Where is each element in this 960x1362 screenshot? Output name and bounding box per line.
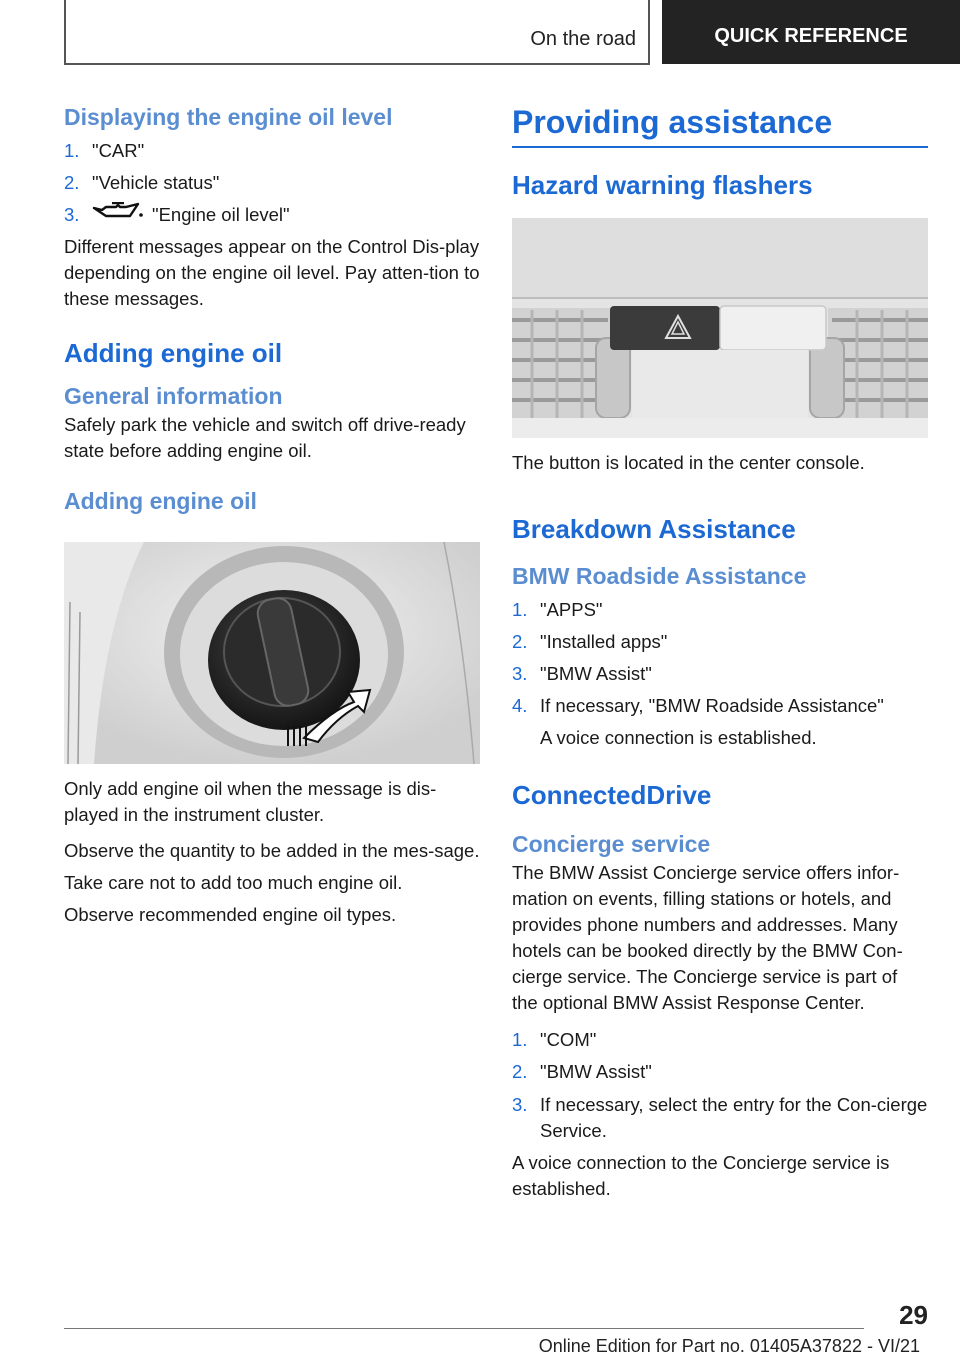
step-number: 2. <box>512 1061 528 1082</box>
list-item <box>64 167 480 199</box>
step-text: "Engine oil level" <box>152 204 290 225</box>
list-item <box>512 1088 928 1144</box>
step-number: 2. <box>64 172 80 193</box>
hazard-caption: The button is located in the center console. <box>512 452 865 473</box>
list-item <box>512 1024 928 1056</box>
hazard-heading: Hazard warning flashers <box>512 170 813 200</box>
left-column <box>64 104 480 515</box>
oil-level-heading: Displaying the engine oil level <box>64 104 393 130</box>
step-text: "APPS" <box>540 599 603 620</box>
oil-level-body: Different messages appear on the Control Dis-play depending on the engine oil level. Pay atten-tion to these messages. <box>64 236 480 310</box>
page-number: 29 <box>899 1300 928 1330</box>
list-item <box>64 199 480 232</box>
step-text: "COM" <box>540 1029 597 1050</box>
list-item <box>512 1056 928 1088</box>
step-text: "CAR" <box>92 140 145 161</box>
roadside-heading: BMW Roadside Assistance <box>512 563 807 589</box>
oil-para-1: Only add engine oil when the message is dis-played in the instrument cluster. <box>64 778 437 825</box>
general-info-heading: General information <box>64 383 283 410</box>
step-text: "Installed apps" <box>540 631 668 652</box>
list-item <box>64 135 480 167</box>
general-info-body: Safely park the vehicle and switch off drive-ready state before adding engine oil. <box>64 414 466 462</box>
connecteddrive-heading: ConnectedDrive <box>512 780 712 810</box>
roadside-steps <box>512 594 928 750</box>
adding-oil-subheading: Adding engine oil <box>64 488 257 515</box>
step-number: 3. <box>512 663 528 684</box>
footer-rule <box>64 1328 864 1329</box>
oil-can-icon <box>92 200 144 232</box>
oil-para-4: Observe recommended engine oil types. <box>64 904 397 925</box>
step-text: "BMW Assist" <box>540 663 652 684</box>
hazard-section <box>512 170 928 201</box>
title-rule <box>512 146 928 148</box>
left-column-lower <box>64 776 480 928</box>
concierge-closing: A voice connection to the Concierge service is established. <box>512 1152 890 1199</box>
step-number: 2. <box>512 631 528 652</box>
step-text: "BMW Assist" <box>540 1061 652 1082</box>
header-chapter-tab <box>662 0 960 64</box>
hazard-button-image <box>512 218 928 438</box>
header-rule-left <box>64 0 66 64</box>
step-number: 3. <box>64 204 80 225</box>
oil-para-3: Take care not to add too much engine oil. <box>64 872 403 893</box>
step-number: 1. <box>512 1029 528 1050</box>
step-number: 3. <box>512 1094 528 1115</box>
step-subtext: A voice connection is established. <box>540 727 817 748</box>
footer-edition: Online Edition for Part no. 01405A37822 - VI/21 <box>538 1336 920 1356</box>
concierge-steps <box>512 1024 928 1144</box>
step-text: "Vehicle status" <box>92 172 220 193</box>
header-chapter-label: QUICK REFERENCE <box>714 24 908 47</box>
list-item <box>512 594 928 626</box>
assistance-title: Providing assistance <box>512 104 833 140</box>
right-column <box>512 104 928 141</box>
right-column-lower <box>512 450 928 1202</box>
header-rule-bottom <box>64 63 650 65</box>
header-rule-divider <box>648 0 650 64</box>
adding-oil-heading: Adding engine oil <box>64 338 283 369</box>
list-item <box>512 658 928 690</box>
step-text: If necessary, "BMW Roadside Assistance" <box>540 695 884 716</box>
list-item <box>512 626 928 658</box>
oil-para-2: Observe the quantity to be added in the mes-sage. <box>64 840 480 861</box>
step-number: 4. <box>512 695 528 716</box>
list-item <box>512 690 928 750</box>
step-text: If necessary, select the entry for the Con-cierge Service. <box>540 1094 928 1141</box>
concierge-body: The BMW Assist Concierge service offers infor-mation on events, filling stations or hotels, and provides phone numbers and addresses. Many hotels can be booked directly by the BMW Con-cierge service. The Concierge service is part of the optional BMW Assist Response Center. <box>512 862 903 1013</box>
oil-filler-cap-image <box>64 542 480 764</box>
concierge-heading: Concierge service <box>512 831 711 857</box>
step-number: 1. <box>512 599 528 620</box>
breakdown-heading: Breakdown Assistance <box>512 514 796 544</box>
header-section-label: On the road <box>530 28 636 50</box>
step-number: 1. <box>64 140 80 161</box>
oil-level-steps <box>64 135 480 232</box>
